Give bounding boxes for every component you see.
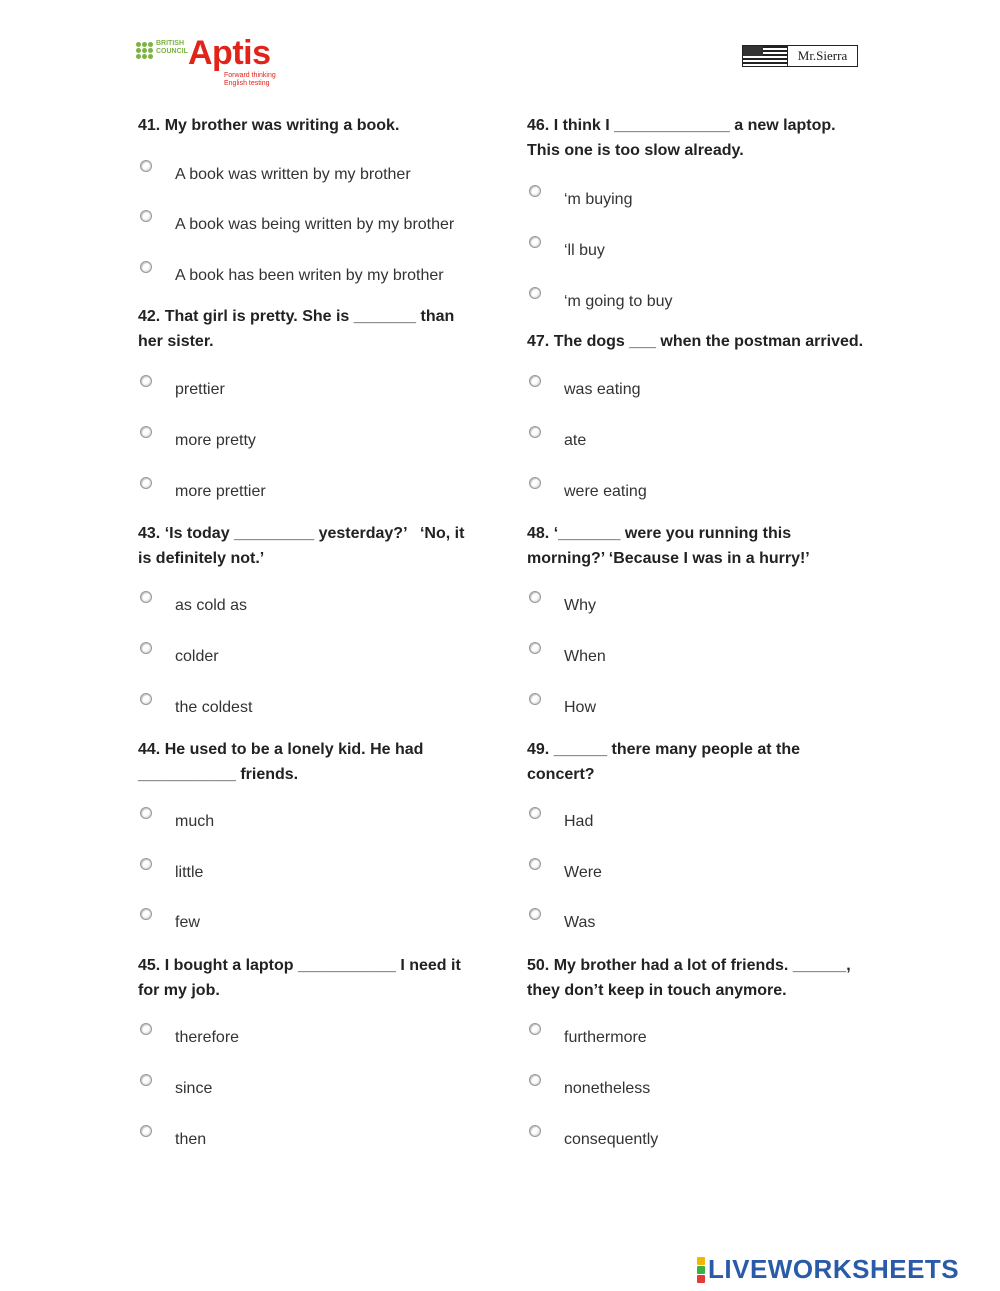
radio-icon[interactable]: [140, 1125, 152, 1137]
radio-icon[interactable]: [140, 1023, 152, 1035]
option[interactable]: [527, 908, 867, 948]
option-label: more pretty: [175, 432, 256, 449]
badge-letter-l: [697, 1257, 705, 1265]
question-text: 41. My brother was writing a book.: [138, 117, 400, 134]
question-49: [527, 737, 867, 787]
radio-icon[interactable]: [140, 477, 152, 489]
option[interactable]: [138, 642, 478, 682]
radio-icon[interactable]: [529, 375, 541, 387]
radio-icon[interactable]: [140, 858, 152, 870]
radio-icon[interactable]: [140, 693, 152, 705]
option-label: A book was being written by my brother: [175, 216, 455, 233]
question-41: [138, 113, 478, 138]
option[interactable]: [138, 477, 478, 517]
option[interactable]: [527, 693, 867, 733]
question-text: 44. He used to be a lonely kid. He had ___________ friends.: [138, 741, 424, 783]
option-label: ate: [564, 432, 587, 449]
radio-icon[interactable]: [140, 210, 152, 222]
option[interactable]: [138, 1125, 478, 1165]
liveworksheets-logo: [697, 1254, 959, 1285]
question-43: [138, 521, 478, 571]
badge-letter-v: [697, 1275, 705, 1283]
option-label: ‘m buying: [564, 191, 633, 208]
option-label: as cold as: [175, 597, 248, 614]
option[interactable]: [527, 185, 867, 225]
option[interactable]: [527, 287, 867, 327]
option-label: few: [175, 914, 200, 931]
radio-icon[interactable]: [140, 1074, 152, 1086]
liveworksheets-badge-icon: [697, 1257, 705, 1283]
option[interactable]: [138, 1023, 478, 1063]
option-label: A book has been writen by my brother: [175, 267, 444, 284]
option[interactable]: [527, 591, 867, 631]
radio-icon[interactable]: [529, 287, 541, 299]
radio-icon[interactable]: [140, 160, 152, 172]
option-label: nonetheless: [564, 1080, 651, 1097]
option-label: since: [175, 1080, 213, 1097]
liveworksheets-wordmark: LIVEWORKSHEETS: [708, 1254, 960, 1284]
question-text: 43. ‘Is today _________ yesterday?’ ‘No, it is definitely not.’: [138, 525, 465, 567]
radio-icon[interactable]: [140, 642, 152, 654]
option-label: prettier: [175, 381, 225, 398]
option-label: colder: [175, 648, 219, 665]
option[interactable]: [527, 477, 867, 517]
radio-icon[interactable]: [529, 1125, 541, 1137]
question-44: [138, 737, 478, 787]
radio-icon[interactable]: [529, 236, 541, 248]
question-text: 45. I bought a laptop ___________ I need it for my job.: [138, 957, 461, 999]
radio-icon[interactable]: [140, 261, 152, 273]
option[interactable]: [138, 807, 478, 847]
radio-icon[interactable]: [529, 185, 541, 197]
option-label: Was: [564, 914, 596, 931]
radio-icon[interactable]: [140, 426, 152, 438]
question-text: 47. The dogs ___ when the postman arrived.: [527, 333, 864, 350]
option[interactable]: [527, 807, 867, 847]
option-label: therefore: [175, 1029, 240, 1046]
aptis-brand: Aptis: [188, 34, 271, 72]
radio-icon[interactable]: [140, 591, 152, 603]
option-label: were eating: [564, 483, 647, 500]
option-label: little: [175, 864, 204, 881]
us-flag-icon: [743, 46, 788, 66]
radio-icon[interactable]: [529, 642, 541, 654]
radio-icon[interactable]: [529, 426, 541, 438]
radio-icon[interactable]: [529, 477, 541, 489]
option[interactable]: [138, 693, 478, 733]
question-text: 42. That girl is pretty. She is _______ than her sister.: [138, 308, 455, 350]
question-text: 49. ______ there many people at the concert?: [527, 741, 801, 783]
radio-icon[interactable]: [529, 1023, 541, 1035]
option-label: the coldest: [175, 699, 253, 716]
option-label: then: [175, 1131, 207, 1148]
question-47: [527, 329, 867, 354]
option-label: ‘ll buy: [564, 242, 605, 259]
question-text: 50. My brother had a lot of friends. ______, they don’t keep in touch anymore.: [527, 957, 851, 999]
option-label: ‘m going to buy: [564, 293, 673, 310]
aptis-logo: [136, 34, 286, 90]
teacher-name: Mr.Sierra: [797, 48, 848, 63]
option-label: Why: [564, 597, 596, 614]
radio-icon[interactable]: [529, 908, 541, 920]
option[interactable]: [527, 236, 867, 276]
option-label: furthermore: [564, 1029, 647, 1046]
option[interactable]: [138, 261, 478, 301]
radio-icon[interactable]: [529, 807, 541, 819]
question-48: [527, 521, 867, 571]
option[interactable]: [527, 1125, 867, 1165]
option-label: A book was written by my brother: [175, 166, 411, 183]
radio-icon[interactable]: [140, 375, 152, 387]
option[interactable]: [138, 908, 478, 948]
option[interactable]: [527, 1023, 867, 1063]
option[interactable]: [138, 210, 478, 250]
option[interactable]: [138, 591, 478, 631]
question-50: [527, 953, 867, 1003]
option-label: When: [564, 648, 606, 665]
option-label: consequently: [564, 1131, 659, 1148]
option[interactable]: [138, 858, 478, 898]
radio-icon[interactable]: [140, 908, 152, 920]
option[interactable]: [138, 375, 478, 415]
option-label: How: [564, 699, 597, 716]
option-label: much: [175, 813, 215, 830]
teacher-badge: [742, 45, 858, 67]
british-council-text: BRITISH COUNCIL: [156, 40, 188, 55]
radio-icon[interactable]: [529, 1074, 541, 1086]
question-46: [527, 113, 867, 163]
option[interactable]: [527, 1074, 867, 1114]
british-council-dots-icon: [136, 42, 153, 59]
option-label: Were: [564, 864, 602, 881]
radio-icon[interactable]: [529, 858, 541, 870]
option[interactable]: [527, 642, 867, 682]
option[interactable]: [527, 858, 867, 898]
radio-icon[interactable]: [529, 591, 541, 603]
option[interactable]: [527, 375, 867, 415]
badge-letter-i: [697, 1266, 705, 1274]
aptis-tagline: Forward thinking English testing: [224, 72, 276, 87]
option[interactable]: [138, 426, 478, 466]
question-42: [138, 304, 478, 354]
option[interactable]: [138, 1074, 478, 1114]
option-label: more prettier: [175, 483, 266, 500]
radio-icon[interactable]: [140, 807, 152, 819]
option[interactable]: [527, 426, 867, 466]
option-label: was eating: [564, 381, 641, 398]
option-label: Had: [564, 813, 594, 830]
option[interactable]: [138, 160, 478, 200]
question-text: 48. ‘_______ were you running this morning?’ ‘Because I was in a hurry!’: [527, 525, 810, 567]
question-45: [138, 953, 478, 1003]
radio-icon[interactable]: [529, 693, 541, 705]
question-text: 46. I think I _____________ a new laptop. This one is too slow already.: [527, 117, 836, 159]
